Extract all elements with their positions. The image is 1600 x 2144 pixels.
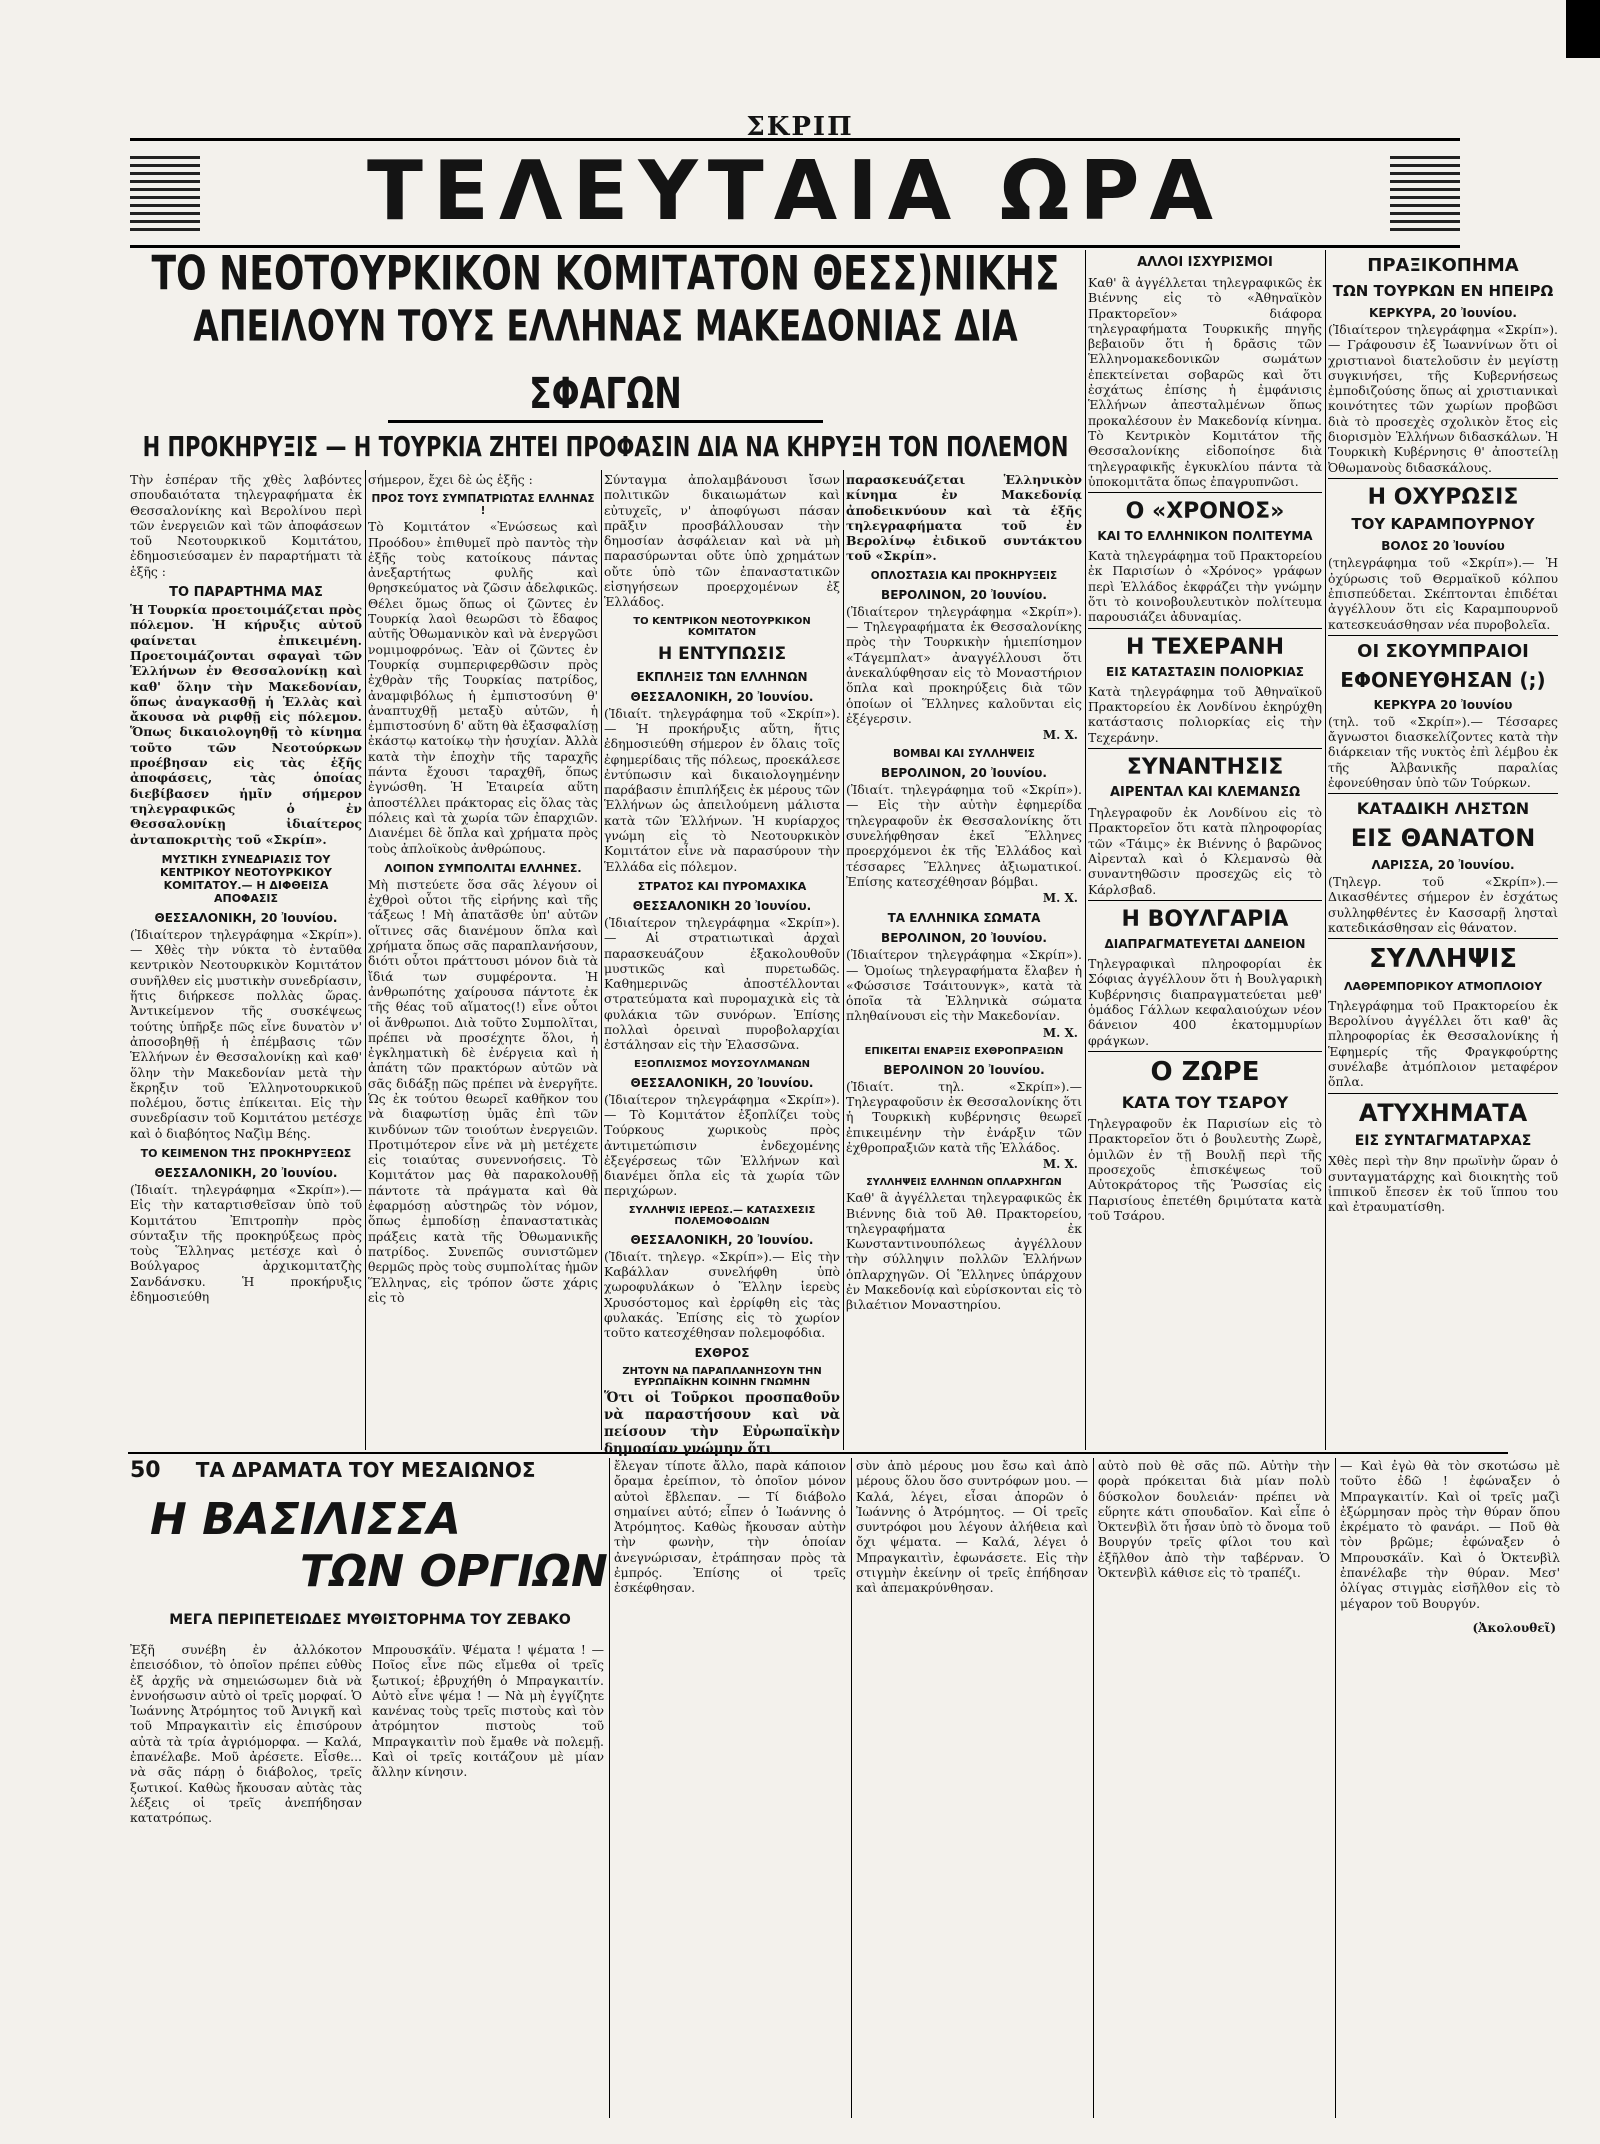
paragraph: (Ἰδιαίτερον τηλεγράφημα «Σκρίπ»).— Ὁμοίως τηλεγραφήματα ἔλαβεν ἡ «Φώσσισε Τσάιτουνγκ», κατὰ τὰ ὁποῖα τὰ Ἑλληνικὰ σώματα πληθαίνουσι εἰς τὴν Μακεδονίαν. [846,947,1082,1024]
article-column-1 [130,472,362,1448]
headline: Η ΤΕΧΕΡΑΝΗ [1125,634,1285,660]
paragraph: Κατὰ τηλεγράφημα τοῦ Ἀθηναϊκοῦ Πρακτορείου ἐκ Λονδίνου ἐκηρύχθη κατάστασις πολιορκίας εἰς τὴν Τεχεράνην. [1088,683,1322,745]
bold-paragraph: Ὅτι οἱ Τοῦρκοι προσπαθοῦν νὰ παραστήσουν καὶ νὰ πείσουν τὴν Εὐρωπαϊκὴν δημοσίαν γνώμην ὅτι [604,1390,840,1458]
divider [1328,1093,1558,1094]
divider [1328,635,1558,636]
subheading: ΠΡΟΣ ΤΟΥΣ ΣΥΜΠΑΤΡΙΩΤΑΣ ΕΛΛΗΝΑΣ ! [371,493,595,518]
paragraph: (Ἰδιαίτ. τηλεγράφημα τοῦ «Σκρίπ»).— Εἰς τὴν αὐτὴν ἐφημερίδα τηλεγραφοῦν ἐκ Θεσσαλονίκης ὅτι συνελήφθησαν ἐκεῖ Ἕλληνες προερχόμενοι ἐκ τῆς Ἑλλάδος καὶ τέσσαρες Ἕλληνες ἀξιωματικοί. Ἐπίσης κατεσχέθησαν βόμβαι. [846,782,1082,889]
headline: ΠΡΑΞΙΚΟΠΗΜΑ [1367,255,1519,276]
column-rule [851,1458,852,2118]
subheading: ΕΠΙΚΕΙΤΑΙ ΕΝΑΡΞΙΣ ΕΧΘΡΟΠΡΑΞΙΩΝ [864,1045,1064,1057]
serial-title-block [130,1494,610,1624]
main-headline [128,247,1083,465]
divider [1328,478,1558,479]
column-rule [1325,250,1326,1450]
dateline: ΘΕΣΣΑΛΟΝΙΚΗ, 20 Ἰουνίου. [630,689,814,704]
subheading: ΣΤΡΑΤΟΣ ΚΑΙ ΠΥΡΟΜΑΧΙΚΑ [637,879,807,893]
serial-number: 50 [130,1458,161,1483]
paragraph: Τὸ Κομιτάτον «Ἑνώσεως καὶ Προόδου» ἐπιθυμεῖ πρὸ παντὸς τὴν ἑξῆς τοὺς κατοίκους πάντας ἀνεξαρτήτως φυλῆς καὶ θρησκεύματος νὰ ζῶσιν ἀδελφικῶς. Θέλει ὅμως ὅπως οἱ ζῶντες ἐν Τουρκίᾳ λαοὶ θεωρῶσι τὸ ἔδαφος αὐτῆς Ὀθωμανικὸν καὶ νὰ ἐνεργῶσι νομιμοφρόνως. Ἐὰν οἱ ζῶντες ἐν Τουρκίᾳ συμπεριφερθῶσιν πρὸς ἐχθρὰν τῆς Τουρκίας πατρίδος, ἀναμφιβόλως ἡ ἐμπιστοσύνη θ' ἀναπτυχθῇ μεταξὺ αὐτῶν, ἡ ἐμπιστοσύνη δ' αὕτη θὰ ἐξασφαλίσῃ ἐκάστῳ κατοίκῳ τὴν ἡσυχίαν. Ἀλλὰ κατὰ τὴν ἐποχὴν τῆς ταραχῆς πάντα ἔχουσι ταραχθῆ, ὅπως ἐγνώσθη. Ἡ Ἑταιρεία αὕτη ἀποστέλλει πράκτορας εἰς ὅλας τὰς πόλεις καὶ τὰ χωρία τῶν ἐπαρχιῶν. Διανέμει δὲ ὅπλα καὶ χρήματα πρὸς τοὺς ἀπλοϊκοὺς ἀνθρώπους. [368,519,598,856]
dateline: ΚΕΡΚΥΡΑ 20 Ἰουνίου [1373,697,1513,712]
paragraph: Τηλεγραφοῦν ἐκ Λονδίνου εἰς τὸ Πρακτορεῖον ὅτι κατὰ πληροφορίας τῶν «Τάιμς» ἐκ Βιέννης ὁ βαρῶνος Αἰρενταλ καὶ ὁ Κλεμανσὼ θὰ συναντηθῶσιν προσεχῶς εἰς τὸ Κάρλσβαδ. [1088,805,1322,897]
paragraph: Κατὰ τηλεγράφημα τοῦ Πρακτορείου ἐκ Παρισίων ὁ «Χρόνος» γράφων περὶ Ἑλλάδος ἐκφράζει τὴν γνώμην ὅτι τὸ κοινοβουλευτικὸν πολίτευμα παρουσιάζει ἀδυναμίας. [1088,548,1322,625]
dateline: ΘΕΣΣΑΛΟΝΙΚΗ, 20 Ἰουνίου. [630,1232,814,1247]
subheading: ΕΙΣ ΚΑΤΑΣΤΑΣΙΝ ΠΟΛΙΟΡΚΙΑΣ [1106,664,1304,679]
serial-column-2 [372,1642,604,2122]
dateline: ΘΕΣΣΑΛΟΝΙΚΗ, 20 Ἰουνίου. [630,1075,814,1090]
article-column-5 [1088,250,1322,1448]
subheading: ΕΞΟΠΛΙΣΜΟΣ ΜΟΥΣΟΥΛΜΑΝΩΝ [633,1058,810,1070]
paragraph: (Ἰδιαίτερον τηλεγράφημα «Σκρίπ»).— Γράφουσιν ἐξ Ἰωαννίνων ὅτι οἱ χριστιανοὶ διατελοῦσιν ἐν μεγίστῃ συγκινήσει, τῆς Κυβερνήσεως ἐμποδιζούσης ὅπως αἱ χριστιανικαὶ κοινότητες τῶν χωρίων προβῶσι διὰ τὸ προσεχὲς σχολικὸν ἔτος εἰς διορισμὸν Ἑλλήνων διδασκάλων. Ἡ Τουρκικὴ Κυβέρνησις θ' ἀποστείλῃ Ὀθωμανοὺς διδασκάλους. [1328,321,1558,475]
headline: ΣΥΝΑΝΤΗΣΙΣ [1126,754,1284,780]
paragraph: (Ἰδιαίτ. τηλεγράφημα τοῦ «Σκρίπ»).— Ἡ προκήρυξις αὕτη, ἥτις ἐδημοσιεύθη σήμερον ἐν ὅλαις τοῖς ἐφημερίδαις τῆς πόλεως, προεκάλεσε ἐντύπωσιν καὶ δικαιολογημένην παράβασιν ἐπιπλήξεις ἐκ μέρους τῶν Ἑλλήνων ὡς ἀπειλούμενη μάλιστα κατὰ τῶν Ἑλλήνων. Ἡ κυρίαρχος γνώμη εἰς τὸ Νεοτουρκικὸν Κομιτάτον εἶνε νὰ παρασύρουν τὴν Ἑλλάδα εἰς πόλεμον. [604,705,840,874]
subheading: ΤΟΥ ΚΑΡΑΜΠΟΥΡΝΟΥ [1351,515,1535,534]
paragraph: (Τηλεγρ. τοῦ «Σκρίπ»).— Δικασθέντες σήμερον ἐν ἐσχάτως συλληφθέντες ἐν Κασσαρῇ λησταὶ κατεδικάσθησαν εἰς θάνατον. [1328,874,1558,935]
subheading: ΜΥΣΤΙΚΗ ΣΥΝΕΔΡΙΑΣΙΣ ΤΟΥ ΚΕΝΤΡΙΚΟΥ ΝΕΟΤΟΥΡΚΙΚΟΥ ΚΟΜΙΤΑΤΟΥ.— Η ΔΙΦΘΕΙΣΑ ΑΠΟΦΑΣΙΣ [160,852,332,905]
serial-column-1 [130,1642,362,2122]
subheading: ΤΟ ΠΑΡΑΡΤΗΜΑ ΜΑΣ [169,585,323,601]
paragraph: αὐτὸ ποὺ θὲ σᾶς πῶ. Αὐτὴν τὴν φορὰ πρόκειται διὰ μίαν πολὺ δύσκολον δουλειάν· πρέπει νὰ εὕρητε κάτι σπουδαῖον. Καὶ εἶπε ὁ Ὀκτενβὶλ ὅτι ἦσαν ὑπὸ τὸ ὄνομα τοῦ Βουργύν τρεῖς φίλοι του καὶ ἐξῆλθον ἀπὸ τὴν ταβέρναν. Ὁ Ὀκτενβὶλ κάθισε εἰς τὸ τραπέζι. [1098,1458,1330,1581]
paragraph: (Ἰδιαίτ. τηλ. «Σκρίπ»).— Τηλεγραφοῦσιν ἐκ Θεσσαλονίκης ὅτι ἡ Τουρκικὴ κυβέρνησις θεωρεῖ ἐπικειμένην τὴν ἐνάρξιν τῶν ἐχθροπραξιῶν κατὰ τῆς Ἑλλάδος. [846,1078,1082,1155]
paragraph: ἔλεγαν τίποτε ἄλλο, παρὰ κάποιον ὄραμα ἐρείπιον, τὸ ὁποῖον μόνον αὐτοὶ ἔβλεπαν. — Τί διάβολο σημαίνει αὐτό; εἶπεν ὁ Ἰωάννης ὁ Ἀτρόμητος. Καθὼς ἤκουσαν αὐτὴν τὴν φωνὴν, τὴν ὁποίαν ἀνεγνώρισαν, ἐτράπησαν πρὸς τὰ ἐμπρός. Ἐπίσης οἱ τρεῖς ἐσκέφθησαν. [614,1458,846,1596]
headline: ΟΙ ΣΚΟΥΜΠΡΑΙΟΙ [1357,640,1529,662]
headline-line1: ΤΟ ΝΕΟΤΟΥΡΚΙΚΟΝ ΚΟΜΙΤΑΤΟΝ ΘΕΣΣ)ΝΙΚΗΣ [151,247,1060,301]
subheading: ΛΑΘΡΕΜΠΟΡΙΚΟΥ ΑΤΜΟΠΛΟΙΟΥ [1343,980,1543,994]
dateline: ΒΕΡΟΛΙΝΟΝ 20 Ἰουνίου. [883,1062,1045,1077]
serial-subtitle-block [130,1612,610,1636]
column-rule [1335,1458,1336,2118]
column-rule [609,1458,610,2118]
subheading: ΒΟΜΒΑΙ ΚΑΙ ΣΥΛΛΗΨΕΙΣ [893,748,1035,761]
paragraph: (Ἰδιαίτερον τηλεγράφημα «Σκρίπ»).— Τὸ Κομιτάτον ἐξοπλίζει τοὺς Τούρκους χωρικοὺς πρὸς ἀντιμετώπισιν ἐνδεχομένης ἐξεγέρσεως τῶν Ἑλλήνων καὶ διανέμει ὅπλα εἰς τὰ χωρία τῶν περιχώρων. [604,1091,840,1199]
paragraph: Τηλεγραφικαὶ πληροφορίαι ἐκ Σόφιας ἀγγέλλουν ὅτι ἡ Βουλγαρικὴ Κυβέρνησις διαπραγματεύεται μεθ' ὁμάδος Γάλλων κεφαλαιούχων νέον δάνειον 400 ἑκατομμυρίων φράγκων. [1088,956,1322,1048]
dateline: ΛΑΡΙΣΣΑ, 20 Ἰουνίου. [1371,858,1515,873]
column-rule [601,470,602,1450]
paragraph: — Καὶ ἐγὼ θὰ τὸν σκοτώσω μὲ τοῦτο ἐδῶ ! ἐφώναξεν ὁ Μπραγκαιτίν. Καὶ οἱ τρεῖς μαζὶ ἐξώρμησαν πρὸς τὴν θύραν ὅπου ἐκρέματο τὸ φανάρι. — Ποῦ θὰ τὸν βρῶμε; ἐφώναξεν ὁ Μπρουσκάϊν. Καὶ ὁ Ὀκτενβὶλ ἐπανέλαβε τὴν θύραν. Μεσ' ὀλίγας στιγμὰς εἰσῆλθον εἰς τὸ μέγαρον τοῦ Βουργύν. [1340,1458,1560,1611]
serial-subtitle: ΜΕΓΑ ΠΕΡΙΠΕΤΕΙΩΔΕΣ ΜΥΘΙΣΤΟΡΗΜΑ ΤΟΥ ΖΕΒΑΚΟ [169,1612,571,1628]
section-banner [130,138,1460,248]
subheading: ΤΩΝ ΤΟΥΡΚΩΝ ΕΝ ΗΠΕΙΡΩ [1332,281,1554,300]
dateline: ΘΕΣΣΑΛΟΝΙΚΗ 20 Ἰουνίου. [632,898,812,913]
headline: Η ΒΟΥΛΓΑΡΙΑ [1121,906,1289,932]
divider [1328,793,1558,794]
bold-paragraph: παρασκευάζεται Ἑλληνικὸν κίνημα ἐν Μακεδονίᾳ ἀποδεικνύουν καὶ τὰ ἑξῆς τηλεγραφήματα τοῦ ἐν Βερολίνῳ ἐιδικοῦ συντάκτου τοῦ «Σκρίπ». [846,472,1082,564]
dateline: ΘΕΣΣΑΛΟΝΙΚΗ, 20 Ἰουνίου. [154,1165,338,1180]
headline-line3: Η ΠΡΟΚΗΡΥΞΙΣ — Η ΤΟΥΡΚΙΑ ΖΗΤΕΙ ΠΡΟΦΑΣΙΝ ΔΙΑ ΝΑ ΚΗΡΥΞΗ ΤΟΝ ΠΟΛΕΜΟΝ [142,431,1069,463]
paragraph: (Ἰδιαίτερον τηλεγράφημα «Σκρίπ»).— Τηλεγραφήματα ἐκ Θεσσαλονίκης πρὸς τὴν Τουρκικὴν ἡμιεπίσημον «Τάγεμπλατ» ἀναγγέλλουσι ὅτι ἀνεκαλύφθησαν εἰς τὸ Μοναστήριον ὅπλα καὶ προκηρύξεις διὰ τῶν ὁποίων οἱ Ἕλληνες καλοῦνται εἰς ἐξέγερσιν. [846,603,1082,726]
paragraph: Ἐξῆ συνέβη ἐν ἀλλόκοτον ἐπεισόδιον, τὸ ὁποῖον πρέπει εὐθὺς ἐξ ἀρχῆς νὰ σημειώσωμεν διὰ νὰ ἐννοήσωσιν αὐτὸ οἱ τρεῖς μορφαί. Ὁ Ἰωάννης Ἀτρόμητος τοῦ Ἀνιγκῆ καὶ τοῦ Μπραγκαιτὶν εἰς ἐπισύρουν αὐτὰ τὰ τρία ἀγριόμορφα. — Καλά, ἐπανέλαβε. Μοῦ ἀρέσετε. Εἶσθε... νὰ σᾶς πάρῃ ὁ διάβολος, τρεῖς ξωτικοί. Καθὼς ἤκουσαν αὐτὰς τὰς λέξεις οἱ τρεῖς ἀνεπήδησαν κατατρόπως. [130,1642,362,1826]
paragraph: Σύνταγμα ἀπολαμβάνουσι ἴσων πολιτικῶν δικαιωμάτων καὶ εὐτυχεῖς, ν' ἀποφύγωσι πάσαν πρᾶξιν προσβάλλουσαν τὴν δημοσίαν ἀσφάλειαν καὶ νὰ μὴ παρασύρωνται οὔτε ὑπὸ χρημάτων οὔτε ὑπὸ τῶν ἐπαναστατικῶν εἰσηγήσεων προερχομένων ἐξ Ἑλλάδος. [604,472,840,610]
signature: Μ. Χ. [1042,1025,1078,1040]
article-column-2 [368,472,598,1448]
divider [1088,900,1322,901]
serial-column-6 [1340,1458,1560,2118]
paragraph: σὺν ἀπὸ μέρους μου ἔσω καὶ ἀπὸ μέρους ὅλου ὅσο συντρόφων μου. — Καλά, λέγει, εἶσαι ἀπορῶν ὁ Ἰωάννης ὁ Ἀτρόμητος. — Οἱ τρεῖς συντρόφοι μου λέγουν ἀλήθεια καὶ ὄχι ψέματα. — Καλά, λέγει ὁ Μπραγκαιτὶν, ἐφωνάσετε. Εἰς τὴν στιγμὴν ἐκείνην οἱ τρεῖς ἐπήδησαν καὶ ἀπεμακρύνθησαν. [856,1458,1088,1596]
paragraph: Χθὲς περὶ τὴν 8ην πρωϊνὴν ὥραν ὁ συνταγματάρχης καὶ διοικητὴς τοῦ ἱππικοῦ ἔπεσεν ἐκ τοῦ ἵππου του καὶ ἐτραυματίσθη. [1328,1153,1558,1215]
serial-title-line2: ΤΩΝ ΟΡΓΙΩΝ [300,1546,608,1597]
article-column-6 [1328,250,1558,1448]
column-rule [365,470,366,1450]
paragraph: Καθ' ἃ ἀγγέλλεται τηλεγραφικῶς ἐκ Βιέννης διὰ τοῦ Ἀθ. Πρακτορείου, τηλεγραφήματα ἐκ Κωνσταντινουπόλεως ἀγγέλλουν τὴν σύλληψιν πολλῶν Ἑλλήνων ὁπλαρχηγῶν. Οἱ Ἕλληνες ὑπάρχουν ἐν Μακεδονίᾳ καὶ εὑρίσκονται εἰς τὸ βιλαέτιον Μοναστηρίου. [846,1190,1082,1313]
subheading: ΑΙΡΕΝΤΑΛ ΚΑΙ ΚΛΕΜΑΝΣΩ [1109,785,1301,801]
paragraph: (Ἰδιαίτερον τηλεγράφημα «Σκρίπ»).— Χθὲς τὴν νύκτα τὸ ἐνταῦθα κεντρικὸν Νεοτουρκικὸν Κομιτάτον συνῆλθεν εἰς μυστικὴν συνεδρίασιν, ἥτις διήρκεσε πολλὰς ὥρας. Ἀντικείμενον τῆς συσκέψεως τούτης ὑπῆρξε πῶς εἶνε δυνατὸν ν' ἀποσοβηθῇ ἡ ἐπέμβασις τῶν Ἑλλήνων ἐν Θεσσαλονίκῃ καὶ καθ' ὅλην τὴν Μακεδονίαν μετὰ τὴν ἔκρηξιν τοῦ Ἑλληνοτουρκικοῦ πολέμου, ὅστις ἐπίκειται. Εἰς τὴν συνεδρίασιν τοῦ Κομιτάτου μετέσχε καὶ ὁ διαβόητος Ναζὶμ Βέης. [130,926,362,1141]
divider [1088,748,1322,749]
subheading: ΤΑ ΕΛΛΗΝΙΚΑ ΣΩΜΑΤΑ [887,911,1041,926]
lead-paragraph: Τὴν ἑσπέραν τῆς χθὲς λαβόντες σπουδαιότατα τηλεγραφήματα ἐκ Θεσσαλονίκης καὶ Βερολίνου περὶ τῶν ἐνεργειῶν καὶ τῶν ἀποφάσεων τοῦ Νεοτουρκικοῦ Κομιτάτου, ἐδημοσιεύσαμεν ἐν παραρτήματι τὰ ἑξῆς : [130,472,362,579]
headline-line2: ΑΠΕΙΛΟΥΝ ΤΟΥΣ ΕΛΛΗΝΑΣ ΜΑΚΕΔΟΝΙΑΣ ΔΙΑ ΣΦΑΓΩΝ [193,300,1018,419]
paragraph: (Ἰδιαίτερον τηλεγράφημα «Σκρίπ»).— Αἱ στρατιωτικαὶ ἀρχαὶ παρασκευάζουν ἐξακολουθοῦν μυστικῶς καὶ πυρετωδῶς. Καθημερινῶς ἀποστέλλονται στρατεύματα καὶ πυρομαχικὰ εἰς τὰ φυλάκια τῶν συνόρων. Ἐπίσης πολλαὶ ὀρειναὶ πυροβολαρχίαι ἐστάλησαν εἰς τὴν Ἐλασσῶνα. [604,914,840,1053]
headline: Η ΟΧΥΡΩΣΙΣ [1367,484,1519,510]
subheading: ΣΥΛΛΗΨΕΙΣ ΕΛΛΗΝΩΝ ΟΠΛΑΡΧΗΓΩΝ [866,1177,1062,1189]
dateline: ΘΕΣΣΑΛΟΝΙΚΗ, 20 Ἰουνίου. [154,910,338,925]
divider [1088,628,1322,629]
serial-series-title: ΤΑ ΔΡΑΜΑΤΑ ΤΟΥ ΜΕΣΑΙΩΝΟΣ [195,1458,536,1482]
subheading: ΤΟ ΚΕΙΜΕΝΟΝ ΤΗΣ ΠΡΟΚΗΡΥΞΕΩΣ [140,1146,352,1160]
article-column-4 [846,472,1082,1448]
paragraph: σήμερον, ἔχει δὲ ὡς ἑξῆς : [368,472,533,487]
paragraph: Τηλεγράφημα τοῦ Πρακτορείου ἐκ Βερολίνου ἀγγέλλει ὅτι καθ' ἃς πληροφορίας ἐκ Θεσσαλονίκης ἡ Ἑφημερίς τῆς Φραγκφούρτης συνέλαβε ἀτμόπλοιον μεταφέρον ὅπλα. [1328,997,1558,1090]
divider [1328,938,1558,939]
subheading: ΕΙΣ ΘΑΝΑΤΟΝ [1350,823,1536,852]
subheading: ΚΑΙ ΤΟ ΕΛΛΗΝΙΚΟΝ ΠΟΛΙΤΕΥΜΑ [1097,529,1313,544]
headline: Ο ΖΩΡΕ [1150,1056,1260,1087]
subheading: ΔΙΑΠΡΑΓΜΑΤΕΥΕΤΑΙ ΔΑΝΕΙΟΝ [1104,937,1306,952]
signature: Μ. Χ. [1042,728,1078,743]
column-rule [843,470,844,1450]
subheading: ΟΠΛΟΣΤΑΣΙΑ ΚΑΙ ΠΡΟΚΗΡΥΞΕΙΣ [870,569,1058,582]
column-rule [1093,1458,1094,2118]
subheading: ΕΙΣ ΣΥΝΤΑΓΜΑΤΑΡΧΑΣ [1354,1133,1532,1150]
article-column-3 [604,472,840,1458]
paragraph: Μὴ πιστεύετε ὅσα σᾶς λέγουν οἱ ἐχθροὶ οὗτοι τῆς εἰρήνης καὶ τῆς τάξεως ! Μὴ ἀπατᾶσθε ὑπ' αὐτῶν οἵτινες σᾶς διανέμουν ὅπλα καὶ χρήματα ὅπως σᾶς παραπλανήσουν, διότι οὗτοι πράττουσι μόνον διὰ τὰ ἴδιά των συμφέροντα. Ἡ ἀνθρωπότης χαίρουσα πάντοτε ἐκ τῆς θέας τοῦ αἵματος(!) εἶνε οὗτοι οἱ ἄνθρωποι. Διὰ τοῦτο Συμπολῖται, πρέπει νὰ προσέχητε ὅλοι, ἡ ἐγκληματικὴ δὲ ἐνέργεια καὶ ἡ ἀπάτη τῶν πρακτόρων αὐτῶν νὰ σᾶς διδάξῃ πῶς πρέπει νὰ ἐνεργῆτε. Ὡς ἐκ τούτου θεωρεῖ καθῆκον του νὰ διαφωτίσῃ ὑμᾶς ἐπὶ τῶν κινδύνων τῶν τοιούτων ἐνεργειῶν. Προτιμότερον εἶνε νὰ μὴ μετέχετε εἰς τοιαύτας συνεννοήσεις. Τὸ Κομιτάτον μας θὰ παρακολουθῇ πάντοτε τὰ πράγματα καὶ θὰ ἐφαρμόσῃ αὐστηρῶς τὸν νόμον, ὅπως ἐμποδίσῃ ἐπαναστατικὰς πράξεις κατὰ τῆς Ὀθωμανικῆς πατρίδος. Συνεπῶς συνιστῶμεν θερμῶς πρὸς τοὺς συμπολίτας ἡμῶν Ἕλληνας, εἰς τρόπον ὥστε χάρις εἰς τὸ [368,876,598,1305]
dateline: ΒΕΡΟΛΙΝΟΝ, 20 Ἰουνίου. [881,587,1047,602]
masthead-name: ΣΚΡΙΠ [746,112,854,142]
subheading: Η ΕΝΤΥΠΩΣΙΣ [657,643,787,664]
banner-ornament-left [130,151,200,231]
dateline: ΒΕΡΟΛΙΝΟΝ, 20 Ἰουνίου. [881,931,1047,946]
paragraph: (τηλ. τοῦ «Σκρίπ»).— Τέσσαρες ἄγνωστοι διασκελίζοντες κατὰ τὴν διάρκειαν τῆς νυκτὸς ἐπὶ λέμβου ἐκ τῆς Ἀλβανικῆς παραλίας ἐφονεύθησαν ὑπὸ τῶν Τούρκων. [1328,713,1558,790]
bold-paragraph: Ἡ Τουρκία προετοιμάζεται πρὸς πόλεμον. Ἡ κήρυξις αὐτοῦ φαίνεται ἐπικειμένη. Προετοιμάζονται σφαγαὶ τῶν Ἑλλήνων ἐν Θεσσαλονίκῃ καὶ καθ' ὅλην τὴν Μακεδονίαν, ὅπως ἀναγκασθῇ ἡ Ἑλλὰς καὶ ἄκουσα νὰ ριφθῇ εἰς πόλεμον. Ὅπως δικαιολογηθῇ τὸ κίνημα τοῦτο τῶν Νεοτούρκων προέβησαν εἰς τὰς ἑξῆς ἀποφάσεις, τὰς ὁποίας διεβίβασεν ἡμῖν σήμερον τηλεγραφικῶς ὁ ἐν Θεσσαλονίκῃ ἰδιαίτερος ἀνταποκριτὴς τοῦ «Σκρίπ». [130,602,362,847]
serial-column-4 [856,1458,1088,2118]
subheading: ΕΦΟΝΕΥΘΗΣΑΝ (;) [1340,667,1546,692]
headline: ΚΑΤΑΔΙΚΗ ΛΗΣΤΩΝ [1356,799,1530,819]
subheading: ΑΛΛΟΙ ΙΣΧΥΡΙΣΜΟΙ [1137,255,1273,270]
banner-ornament-right [1390,151,1460,231]
continued-note: (Ἀκολουθεῖ) [1472,1620,1556,1635]
headline: ΣΥΛΛΗΨΙΣ [1368,944,1518,975]
divider [1088,1051,1322,1052]
subheading: ΕΚΠΛΗΞΙΣ ΤΩΝ ΕΛΛΗΝΩΝ [636,669,808,684]
divider [1088,492,1322,493]
dateline: ΒΕΡΟΛΙΝΟΝ, 20 Ἰουνίου. [881,766,1047,781]
serial-column-3 [614,1458,846,2118]
subheading: ΤΟ ΚΕΝΤΡΙΚΟΝ ΝΕΟΤΟΥΡΚΙΚΟΝ ΚΟΜΙΤΑΤΟΝ [633,615,811,638]
signature: Μ. Χ. [1042,1157,1078,1172]
serial-title-line1: Η ΒΑΣΙΛΙΣΣΑ [150,1494,461,1545]
column-rule [1085,250,1086,1450]
dateline: ΒΟΛΟΣ 20 Ἰουνίου [1381,539,1505,554]
paragraph: Τηλεγραφοῦν ἐκ Παρισίων εἰς τὸ Πρακτορεῖον ὅτι ὁ βουλευτὴς Ζωρὲ, ὁμιλῶν ἐν τῇ Βουλῇ περὶ τῆς προσεχοῦς ἐπισκέψεως τοῦ Αὐτοκράτορος τῆς Ῥωσσίας εἰς Παρισίους ἐπετέθη δριμύτατα κατὰ τοῦ Τσάρου. [1088,1116,1322,1223]
paragraph: (Ἰδιαίτ. τηλεγράφημα «Σκρίπ»).— Εἰς τὴν καταρτισθεῖσαν ὑπὸ τοῦ Κομιτάτου Ἐπιτροπὴν πρὸς σύνταξιν τῆς προκηρύξεως πρὸς τοὺς Ἕλληνας μετέσχε καὶ ὁ Βούλγαρος ἀρχικομιτατζὴς Σανδάνσκυ. Ἡ προκήρυξις ἐδημοσιεύθη [130,1181,362,1305]
subheading: ΣΥΛΛΗΨΙΣ ΙΕΡΕΩΣ.— ΚΑΤΑΣΧΕΣΙΣ ΠΟΛΕΜΟΦΟΔΙΩΝ [628,1204,816,1227]
signature: Μ. Χ. [1042,891,1078,906]
scan-edge-mark [1566,0,1600,58]
subheading: ΛΟΙΠΟΝ ΣΥΜΠΟΛΙΤΑΙ ΕΛΛΗΝΕΣ. [384,861,582,875]
paragraph: (τηλεγράφημα τοῦ «Σκρίπ»).— Ἡ ὀχύρωσις τοῦ Θερμαϊκοῦ κόλπου ἐπισπεύδεται. Σκέπτονται ἐπιδέται ἀγγέλλουν ὅτι εἰς Καραμπουρνοῦ κατεσκευάσθησαν νέα πυροβολεῖα. [1328,555,1558,632]
subheading: ΖΗΤΟΥΝ ΝΑ ΠΑΡΑΠΛΑΝΗΣΟΥΝ ΤΗΝ ΕΥΡΩΠΑΪΚΗΝ ΚΟΙΝΗΝ ΓΝΩΜΗΝ [622,1366,822,1389]
headline: Ο «ΧΡΟΝΟΣ» [1125,499,1285,525]
serial-column-5 [1098,1458,1330,2118]
paragraph: Μπρουσκάϊν. Ψέματα ! ψέματα ! — Ποῖος εἶνε πῶς εἴμεθα οἱ τρεῖς ξωτικοί; ἐβρυχήθη ὁ Μπραγκαιτίν. Αὐτὸ εἶνε ψέμα ! — Νὰ μὴ ἐγγίζητε κανένας τοὺς τρεῖς πιστοὺς καὶ τὸν ἀτρόμητον πιστοὺς τοῦ Μπραγκαιτὶν ποὺ ἔμαθε νὰ πολεμῇ. Καὶ οἱ τρεῖς κοιτάζουν μὲ μίαν ἄλλην κίνησιν. [372,1642,604,1780]
paragraph: Καθ' ἃ ἀγγέλλεται τηλεγραφικῶς ἐκ Βιέννης εἰς τὸ «Ἀθηναϊκὸν Πρακτορεῖον» διάφορα τηλεγραφήματα Τουρκικῆς πηγῆς βεβαιοῦν ὅτι ἡ δρᾶσις τῶν Ἑλληνομακεδονικῶν σωμάτων ἐπεκτείνεται σοβαρῶς καὶ ὅτι ἐσχάτως ἐπίσης ἡ ἐμφάνισις Ἑλλήνων ἀπεσταλμένων ὅπως προκαλέσουν ἐν Μακεδονίᾳ κίνημα. Τὸ Κεντρικὸν Κομιτάτον τῆς Θεσσαλονίκης εἰδοποίησε διὰ τηλεγραφικῆς ἐγκυκλίου πάντα τὰ ὑποκομιτᾶτα ὅπως ἐπαγρυπνῶσι. [1088,274,1322,489]
dateline: ΚΕΡΚΥΡΑ, 20 Ἰουνίου. [1369,305,1517,320]
subheading: ΚΑΤΑ ΤΟΥ ΤΣΑΡΟΥ [1121,1092,1289,1112]
subheading: ΕΧΘΡΟΣ [694,1346,750,1361]
headline: ΑΤΥΧΗΜΑΤΑ [1358,1098,1528,1127]
paragraph: (Ἰδιαίτ. τηλεγρ. «Σκρίπ»).— Εἰς τὴν Καβάλλαν συνελήφθη ὑπὸ χωροφυλάκων ὁ Ἕλλην ἱερεὺς Χρυσόστομος καὶ ἐρρίφθη εἰς τὰς φυλακάς. Ἐπίσης εἰς τὸ χωρίον τοῦτο κατεσχέθησαν πολεμοφόδια. [604,1248,840,1341]
banner-title: ΤΕΛΕΥΤΑΙΑ ΩΡΑ [367,144,1223,239]
